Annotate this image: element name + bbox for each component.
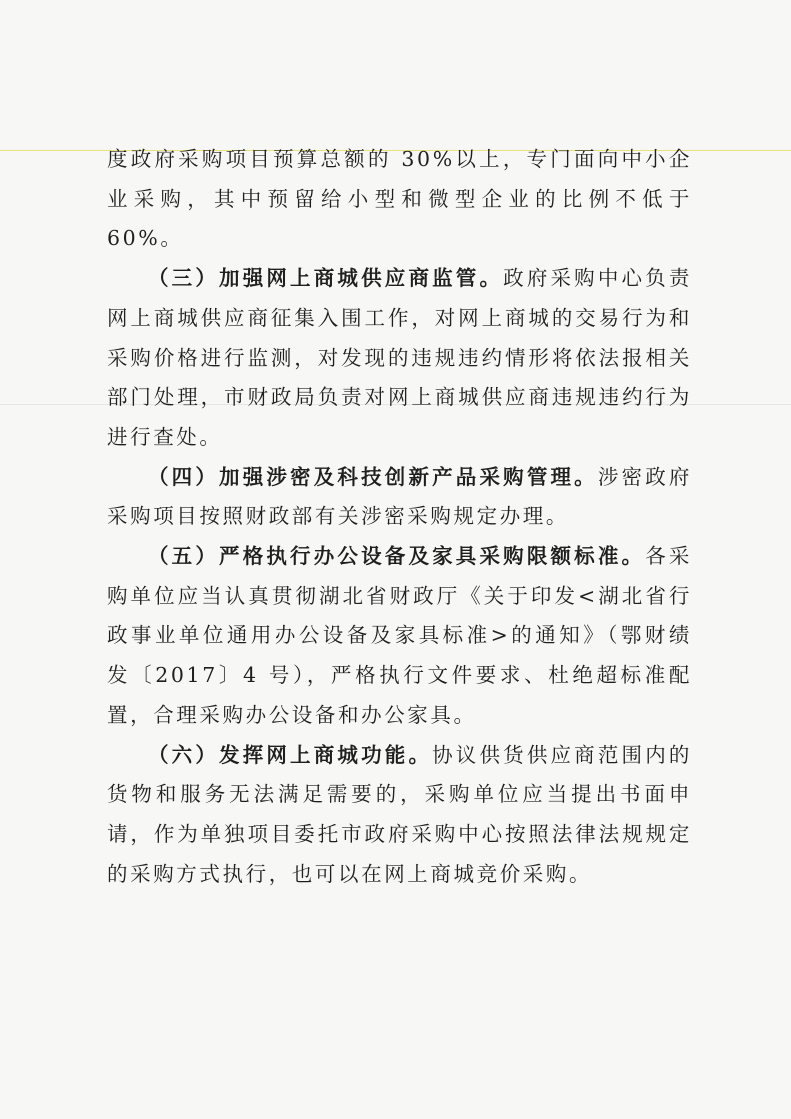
paragraph-section-5 bbox=[107, 537, 692, 736]
paragraph-continuation bbox=[107, 140, 692, 259]
paragraph-body: 各采购单位应当认真贯彻湖北省财政厅《关于印发<湖北省行政事业单位通用办公设备及家具标准>的通知》（鄂财绩发〔2017〕4 号），严格执行文件要求、杜绝超标准配置，合理采购办公设备和办公家具。 bbox=[107, 544, 692, 727]
paragraph-section-4 bbox=[107, 458, 692, 537]
paragraph-section-6 bbox=[107, 736, 692, 895]
body-text bbox=[107, 140, 692, 894]
paragraph-body: 协议供货供应商范围内的货物和服务无法满足需要的，采购单位应当提出书面申请，作为单独项目委托市政府采购中心按照法律法规规定的采购方式执行，也可以在网上商城竞价采购。 bbox=[107, 742, 692, 886]
paragraph-body: 度政府采购项目预算总额的 30%以上，专门面向中小企业采购，其中预留给小型和微型企业的比例不低于 60%。 bbox=[107, 147, 692, 251]
paragraph-body: 涉密政府采购项目按照财政部有关涉密采购规定办理。 bbox=[107, 464, 692, 529]
paragraph-section-3 bbox=[107, 259, 692, 458]
paragraph-body: 政府采购中心负责网上商城供应商征集入围工作，对网上商城的交易行为和采购价格进行监测，对发现的违规违约情形将依法报相关部门处理，市财政局负责对网上商城供应商违规违约行为进行查处。 bbox=[107, 266, 692, 449]
section-heading: （四）加强涉密及科技创新产品采购管理。 bbox=[148, 464, 598, 489]
section-heading: （三）加强网上商城供应商监管。 bbox=[148, 266, 504, 291]
section-heading: （六）发挥网上商城功能。 bbox=[148, 742, 433, 767]
section-heading: （五）严格执行办公设备及家具采购限额标准。 bbox=[148, 544, 646, 569]
